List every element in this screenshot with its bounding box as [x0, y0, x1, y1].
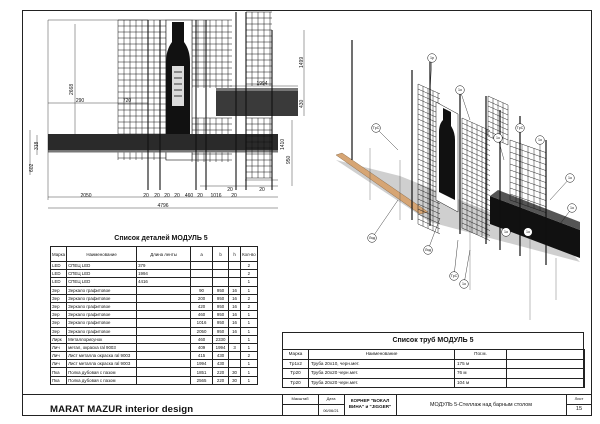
col-name: Наименование [67, 247, 137, 262]
cell-b: 220 [213, 368, 229, 376]
cell-mark: Пка [51, 368, 67, 376]
parts-table-title: Список деталей МОДУЛЬ 5 [114, 235, 208, 242]
col-b: b [213, 247, 229, 262]
dark-counter-band [48, 134, 278, 150]
callout-label: 1р [430, 56, 434, 61]
table-row [283, 359, 585, 369]
callout-label: TpС [516, 126, 524, 131]
callout-label: Лкд [424, 248, 432, 253]
callout-label: 1о [496, 136, 500, 141]
cell-a: 1851 [191, 368, 213, 376]
col-mark: Марка [283, 350, 309, 360]
brand-name: MARAT MAZUR interior design [50, 404, 194, 415]
table-row [51, 335, 258, 343]
cell-mark: Лич [51, 352, 67, 360]
cell-a: 415 [191, 352, 213, 360]
cell-length: 76 м [455, 369, 507, 379]
dim-20-e: 20 [197, 193, 203, 199]
cell-qty: 1 [241, 319, 258, 327]
cell-a: 409 [191, 343, 213, 351]
cell-a: 1994 [191, 360, 213, 368]
cell-name: Зеркало графитовое [67, 319, 137, 327]
dim-1410: 1410 [280, 138, 286, 150]
cell-qty: 1 [241, 311, 258, 319]
cell-qty: 1 [241, 286, 258, 294]
dim-2668: 2668 [69, 83, 75, 95]
date-label: Дата [326, 396, 336, 401]
cell-name: СПЕЦ LED [67, 270, 137, 278]
callout-label: TpС [372, 126, 380, 131]
cell-mark: Зер [51, 302, 67, 310]
cell-qty: 1 [241, 327, 258, 335]
callout-label: 1о [526, 230, 530, 235]
cell-b: 430 [213, 360, 229, 368]
sheet-label: Лист [574, 396, 584, 401]
cell-h: 16 [229, 286, 241, 294]
cell-name: СПЕЦ LED [67, 262, 137, 270]
cell-name: Полка дубовая с пазом [67, 368, 137, 376]
sheet-name: МОДУЛЬ 5-Стеллаж над барным столом [430, 402, 532, 408]
cell-name: Зеркало графитовое [67, 286, 137, 294]
cell-qty: 2 [241, 294, 258, 302]
table-row [51, 343, 258, 351]
cell-mark: Зер [51, 294, 67, 302]
cell-h: 16 [229, 311, 241, 319]
col-mark: Марка [51, 247, 67, 262]
dim-2050: 2050 [80, 193, 92, 199]
pipes-table-title: Список труб МОДУЛЬ 5 [392, 337, 474, 344]
sheet-number: 15 [575, 406, 583, 412]
cell-length [137, 286, 191, 294]
project-title: КОРНЕР "БОКАЛ ВИНА" и "JIGGER" [348, 398, 392, 409]
cell-b: 950 [213, 286, 229, 294]
cell-h: 30 [229, 376, 241, 384]
dim-950: 950 [286, 155, 292, 164]
callout-label: 1о [570, 206, 574, 211]
cell-length [137, 343, 191, 351]
cell-length [137, 294, 191, 302]
pipes-table-header [283, 350, 585, 360]
col-empty [507, 350, 585, 360]
cell-mark: Зер [51, 311, 67, 319]
cell-a: 2050 [191, 327, 213, 335]
callout-label: 1о [504, 230, 508, 235]
dim-20-a: 20 [143, 193, 149, 199]
callout-label: TpС [450, 274, 458, 279]
col-h: h [229, 247, 241, 262]
callout-label: 1о [462, 282, 466, 287]
cell-a: 460 [191, 335, 213, 343]
dim-20-b: 20 [154, 193, 160, 199]
cell-length [137, 352, 191, 360]
callout-label: Лкд [368, 236, 376, 241]
dim-460: 460 [184, 193, 194, 199]
table-row [51, 327, 258, 335]
cell-name: Зеркало графитовое [67, 302, 137, 310]
cell-b: 950 [213, 302, 229, 310]
date-value: 06/06/21 [323, 408, 339, 413]
cell-qty: 1 [241, 343, 258, 351]
cell-b: 1994 [213, 343, 229, 351]
cell-b: 2330 [213, 335, 229, 343]
cell-a: 2565 [191, 376, 213, 384]
dim-290: 290 [75, 98, 85, 104]
cell-a: 420 [191, 302, 213, 310]
cell-length [137, 311, 191, 319]
cell-h [229, 262, 241, 270]
callout-label: 1о [568, 176, 572, 181]
cell-length: 104 м [455, 378, 507, 388]
cell-mark: Tp20 [283, 369, 309, 379]
cell-length [137, 319, 191, 327]
table-row [51, 302, 258, 310]
cell-h [229, 352, 241, 360]
cell-length [137, 327, 191, 335]
table-row [51, 319, 258, 327]
table-row [51, 368, 258, 376]
scale-label: Масштаб [291, 396, 309, 401]
table-row [283, 369, 585, 379]
cell-qty: 1 [241, 360, 258, 368]
cell-qty: 2 [241, 270, 258, 278]
cell-b: 950 [213, 319, 229, 327]
cell-length [137, 376, 191, 384]
dim-1499: 1499 [299, 56, 305, 68]
cell-name: СПЕЦ LED [67, 278, 137, 286]
cell-h: 16 [229, 319, 241, 327]
isometric-view [336, 40, 580, 320]
cell-name: Зеркало графитовое [67, 327, 137, 335]
table-row [51, 294, 258, 302]
cell-h [229, 360, 241, 368]
dim-1994: 1994 [256, 81, 268, 87]
cell-length: 4416 [137, 278, 191, 286]
cell-b [213, 262, 229, 270]
cell-length [137, 335, 191, 343]
cell-h: 16 [229, 327, 241, 335]
cell-mark: Зер [51, 319, 67, 327]
cell-h [229, 335, 241, 343]
cell-h [229, 270, 241, 278]
cell-h: 16 [229, 294, 241, 302]
cell-mark: Tp1x2 [283, 359, 309, 369]
cell-mark: Лич [51, 343, 67, 351]
callout-label: 1о [458, 88, 462, 93]
dim-430: 430 [299, 99, 305, 108]
col-length: Длина ленты [137, 247, 191, 262]
cell-name: Лист металла окраска ral 9003 [67, 360, 137, 368]
col-name: Наименование [309, 350, 455, 360]
col-length: Пог.м. [455, 350, 507, 360]
cell-length [137, 368, 191, 376]
cell-h [229, 278, 241, 286]
col-qty: Кол-во [241, 247, 258, 262]
cell-mark: LED [51, 270, 67, 278]
iso-bottle-panel [436, 102, 458, 212]
table-row [283, 378, 585, 388]
cell-qty: 1 [241, 278, 258, 286]
dim-20-c: 20 [164, 193, 170, 199]
cell-mark: LED [51, 278, 67, 286]
table-row [51, 278, 258, 286]
cell-name: метал, окраска ral 9003 [67, 343, 137, 351]
cell-qty: 1 [241, 335, 258, 343]
front-elevation [29, 12, 305, 209]
cell-b [213, 270, 229, 278]
cell-qty: 2 [241, 262, 258, 270]
cell-b [213, 278, 229, 286]
table-row [51, 262, 258, 270]
cell-qty: 2 [241, 352, 258, 360]
dim-602: 602 [29, 163, 35, 172]
cell-qty: 2 [241, 302, 258, 310]
cell-a [191, 278, 213, 286]
cell-length [137, 360, 191, 368]
col-a: a [191, 247, 213, 262]
callout-label: 1о [538, 138, 542, 143]
dim-1016: 1016 [210, 193, 222, 199]
cell-name: Труба 20х20 черн.мет. [309, 378, 455, 388]
cell-b: 220 [213, 376, 229, 384]
cell-name: Металлорисунок [67, 335, 137, 343]
dim-20-g: 20 [227, 187, 233, 193]
pipes-table [282, 349, 585, 388]
cell-length [137, 302, 191, 310]
cell-a: 200 [191, 294, 213, 302]
cell-name: Труба 20х20 черн.мет. [309, 369, 455, 379]
table-row [51, 270, 258, 278]
cell-b: 950 [213, 327, 229, 335]
parts-table-header [51, 247, 258, 262]
cell-name: Зеркало графитовое [67, 311, 137, 319]
cell-b: 950 [213, 294, 229, 302]
cell-a [191, 262, 213, 270]
cell-mark: Пка [51, 376, 67, 384]
dim-20-f: 20 [231, 193, 237, 199]
cell-qty: 1 [241, 368, 258, 376]
cell-length: 175 м [455, 359, 507, 369]
dim-318: 318 [34, 141, 40, 150]
cell-name: Труба 20х10, черн.мет. [309, 359, 455, 369]
cell-h: 16 [229, 302, 241, 310]
cell-b: 950 [213, 311, 229, 319]
cell-a [191, 270, 213, 278]
cell-h: 3 [229, 343, 241, 351]
cell-mark: LED [51, 262, 67, 270]
metal-box [216, 90, 298, 116]
dim-20-d: 20 [174, 193, 180, 199]
cell-qty: 1 [241, 376, 258, 384]
cell-length: 1994 [137, 270, 191, 278]
cell-length: 379 [137, 262, 191, 270]
table-row [51, 352, 258, 360]
table-row [51, 311, 258, 319]
cell-mark: Лирк [51, 335, 67, 343]
cell-a: 1016 [191, 319, 213, 327]
table-row [51, 286, 258, 294]
dim-20-h: 20 [259, 187, 265, 193]
cell-mark: Tp20 [283, 378, 309, 388]
dim-720: 720 [122, 98, 132, 104]
table-row [51, 376, 258, 384]
cell-mark: Лич [51, 360, 67, 368]
cell-mark: Зер [51, 327, 67, 335]
cell-b: 430 [213, 352, 229, 360]
cell-mark: Зер [51, 286, 67, 294]
parts-table [50, 246, 258, 385]
cell-a: 460 [191, 311, 213, 319]
table-row [51, 360, 258, 368]
dim-4796: 4796 [157, 203, 169, 209]
cell-h: 30 [229, 368, 241, 376]
cell-name: Зеркало графитовое [67, 294, 137, 302]
cell-name: Лист металла окраска ral 9003 [67, 352, 137, 360]
cell-a: 90 [191, 286, 213, 294]
cell-name: Полка дубовая с пазом [67, 376, 137, 384]
